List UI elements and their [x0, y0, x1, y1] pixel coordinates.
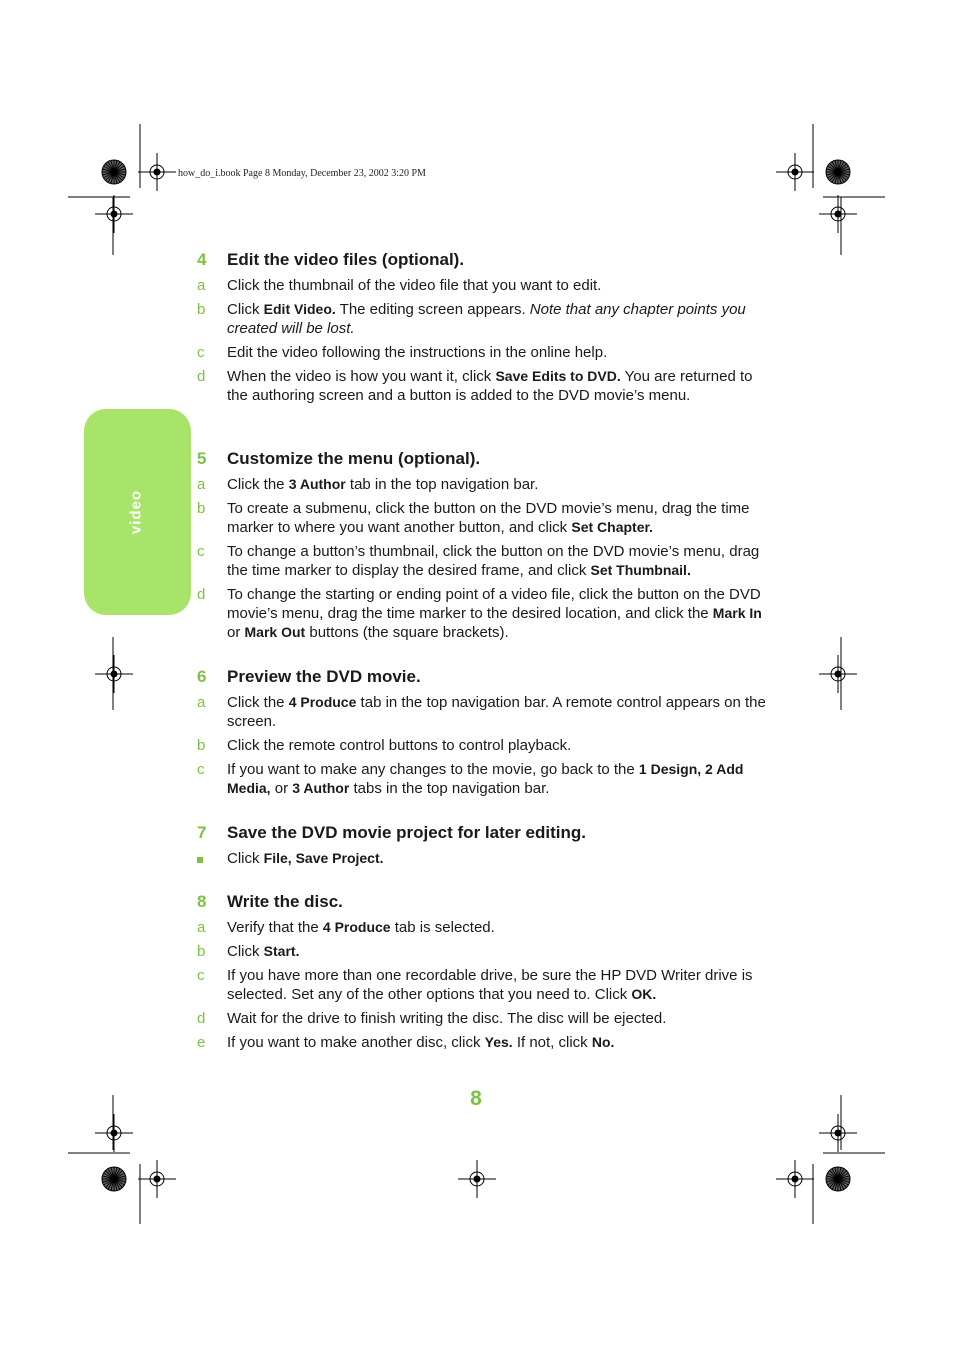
text-run: Click the remote control buttons to control playback.: [227, 737, 572, 754]
text-run: Click the thumbnail of the video file that you want to edit.: [227, 277, 602, 294]
square-bullet-icon: [197, 857, 203, 863]
step-heading: [197, 250, 767, 270]
step-item: [197, 499, 767, 537]
step-item: [197, 542, 767, 580]
step-heading: [197, 823, 767, 843]
step-4: [197, 250, 767, 410]
step-title: Save the DVD movie project for later editing.: [227, 823, 586, 842]
text-run: You are returned to the authoring screen and a button is added to the DVD movie’s menu.: [227, 368, 753, 404]
text-run: Wait for the drive to finish writing the disc. The disc will be ejected.: [227, 1010, 667, 1027]
page-number: 8: [470, 1087, 482, 1110]
item-text: [227, 542, 767, 580]
step-item: [197, 276, 767, 295]
item-text: [227, 499, 767, 537]
step-7: [197, 823, 767, 873]
item-text: [227, 475, 767, 494]
print-header: how_do_i.book Page 8 Monday, December 23, 2002 3:20 PM: [178, 168, 426, 179]
ui-command: Mark Out: [244, 624, 306, 640]
step-heading: [197, 449, 767, 469]
text-run: tabs in the top navigation bar.: [349, 780, 550, 797]
step-6: [197, 667, 767, 803]
item-text: [227, 760, 767, 798]
ui-command: 3 Author: [292, 780, 350, 796]
step-title: Write the disc.: [227, 892, 343, 911]
step-number: 7: [197, 823, 207, 842]
text-run: To create a submenu, click the button on the DVD movie’s menu, drag the time marker to where you want another button, and click: [227, 500, 750, 536]
item-letter: d: [197, 368, 206, 385]
step-item: [197, 300, 767, 338]
item-letter: c: [197, 967, 205, 984]
note-text: Note that any chapter points you created will be lost.: [227, 301, 746, 337]
text-run: buttons (the square brackets).: [305, 624, 509, 641]
item-text: [227, 736, 767, 755]
item-text: [227, 918, 767, 937]
text-run: Click: [227, 301, 264, 318]
item-text: [227, 367, 767, 405]
item-text: [227, 942, 767, 961]
ui-command: Set Thumbnail.: [590, 562, 691, 578]
step-8: [197, 892, 767, 1057]
item-text: [227, 693, 767, 731]
item-letter: a: [197, 919, 206, 936]
item-letter: a: [197, 277, 206, 294]
bullet-square-icon: [197, 849, 227, 868]
step-item: [197, 475, 767, 494]
text-run: Click: [227, 850, 264, 867]
text-run: If not, click: [512, 1034, 592, 1051]
text-run: tab is selected.: [390, 919, 495, 936]
ui-command: Set Chapter.: [571, 519, 654, 535]
step-title: Customize the menu (optional).: [227, 449, 481, 468]
step-item: [197, 343, 767, 362]
text-run: To change the starting or ending point of a video file, click the button on the DVD movie’s menu, drag the time marker to the desired location, and click the: [227, 586, 761, 622]
text-run: Click: [227, 943, 264, 960]
step-title: Preview the DVD movie.: [227, 667, 421, 686]
item-letter: b: [197, 737, 206, 754]
ui-command: 3 Author: [288, 476, 346, 492]
text-run: When the video is how you want it, click: [227, 368, 496, 385]
ui-command: No.: [591, 1034, 615, 1050]
text-run: If you have more than one recordable drive, be sure the HP DVD Writer drive is selected. Set any of the other options that you need to. Click: [227, 967, 753, 1003]
ui-command: 4 Produce: [322, 919, 391, 935]
text-run: If you want to make another disc, click: [227, 1034, 485, 1051]
item-text: [227, 276, 767, 295]
step-item: [197, 918, 767, 937]
step-item: [197, 1009, 767, 1028]
section-tab-label: video: [127, 489, 145, 535]
step-title: Edit the video files (optional).: [227, 250, 465, 269]
item-letter: c: [197, 543, 205, 560]
step-5: [197, 449, 767, 647]
step-item: [197, 849, 767, 868]
item-letter: a: [197, 694, 206, 711]
item-text: [227, 300, 767, 338]
step-number: 6: [197, 667, 207, 686]
text-run: The editing screen appears.: [335, 301, 530, 318]
step-item: [197, 736, 767, 755]
text-run: Edit the video following the instructions in the online help.: [227, 344, 608, 361]
text-run: tab in the top navigation bar.: [345, 476, 539, 493]
item-text: [227, 849, 767, 868]
ui-command: Mark In: [712, 605, 762, 621]
item-letter: c: [197, 761, 205, 778]
item-letter: a: [197, 476, 206, 493]
ui-command: File, Save Project.: [263, 850, 384, 866]
text-run: tab in the top navigation bar. A remote control appears on the screen.: [227, 694, 766, 730]
item-text: [227, 585, 767, 642]
ui-command: Save Edits to DVD.: [495, 368, 621, 384]
item-letter: d: [197, 586, 206, 603]
text-run: Click the: [227, 694, 289, 711]
ui-command: 1 Design, 2 Add Media,: [227, 761, 744, 796]
text-run: Click the: [227, 476, 289, 493]
text-run: or: [227, 624, 245, 641]
ui-command: Start.: [263, 943, 300, 959]
step-item: [197, 585, 767, 642]
text-run: or: [270, 780, 293, 797]
item-letter: b: [197, 943, 206, 960]
text-run: Verify that the: [227, 919, 323, 936]
text-run: If you want to make any changes to the movie, go back to the: [227, 761, 639, 778]
text-run: To change a button’s thumbnail, click the button on the DVD movie’s menu, drag the time marker to display the desired frame, and click: [227, 543, 760, 579]
step-item: [197, 760, 767, 798]
step-heading: [197, 892, 767, 912]
item-letter: e: [197, 1034, 206, 1051]
item-letter: d: [197, 1010, 206, 1027]
item-letter: c: [197, 344, 205, 361]
item-text: [227, 966, 767, 1004]
step-item: [197, 1033, 767, 1052]
step-number: 4: [197, 250, 207, 269]
item-text: [227, 1033, 767, 1052]
ui-command: 4 Produce: [288, 694, 357, 710]
step-item: [197, 693, 767, 731]
step-number: 8: [197, 892, 207, 911]
item-text: [227, 343, 767, 362]
step-heading: [197, 667, 767, 687]
item-letter: b: [197, 500, 206, 517]
step-item: [197, 367, 767, 405]
ui-command: Edit Video.: [263, 301, 336, 317]
ui-command: Yes.: [484, 1034, 513, 1050]
step-item: [197, 942, 767, 961]
step-item: [197, 966, 767, 1004]
item-letter: b: [197, 301, 206, 318]
step-number: 5: [197, 449, 207, 468]
item-text: [227, 1009, 767, 1028]
ui-command: OK.: [631, 986, 657, 1002]
